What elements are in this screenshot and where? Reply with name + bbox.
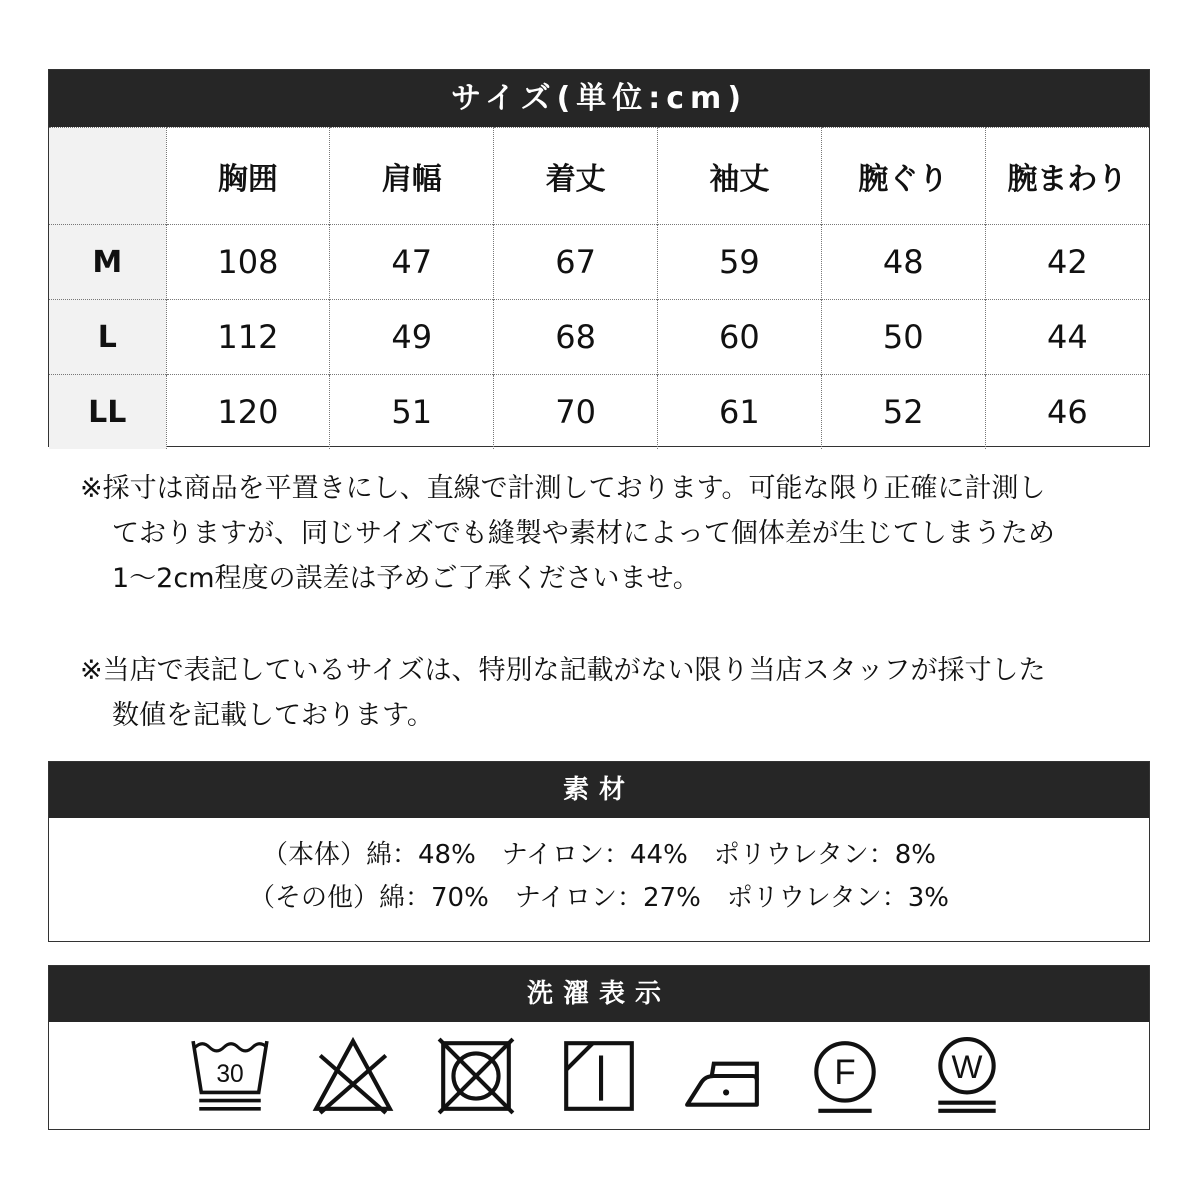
table-row bbox=[49, 225, 1149, 300]
corner-cell bbox=[49, 128, 166, 225]
dry-clean-f-icon bbox=[804, 1035, 886, 1117]
cell: 42 bbox=[985, 225, 1149, 300]
cell: 120 bbox=[166, 375, 330, 450]
size-title: サイズ(単位:cm) bbox=[49, 70, 1149, 127]
col-header: 胸囲 bbox=[166, 128, 330, 225]
wet-clean-letter: W bbox=[952, 1048, 983, 1086]
note-line: ておりますが、同じサイズでも縫製や素材によって個体差が生じてしまうため bbox=[112, 518, 1055, 549]
material-section bbox=[48, 761, 1150, 942]
col-header: 腕ぐり bbox=[821, 128, 985, 225]
care-title: 洗濯表示 bbox=[49, 966, 1149, 1022]
cell: 112 bbox=[166, 300, 330, 375]
note-line: ※採寸は商品を平置きにし、直線で計測しております。可能な限り正確に計測し bbox=[80, 473, 1046, 504]
cell: 52 bbox=[821, 375, 985, 450]
cell: 60 bbox=[657, 300, 821, 375]
cell: 51 bbox=[330, 375, 494, 450]
cell: 48 bbox=[821, 225, 985, 300]
staff-measure-note bbox=[80, 648, 1140, 738]
no-bleach-icon bbox=[312, 1035, 394, 1117]
cell: 61 bbox=[657, 375, 821, 450]
table-row bbox=[49, 300, 1149, 375]
care-section bbox=[48, 965, 1150, 1130]
material-line-body: （本体）綿：48% ナイロン：44% ポリウレタン：8% bbox=[262, 840, 936, 870]
note-line: 1～2cm程度の誤差は予めご了承くださいませ。 bbox=[112, 563, 700, 594]
cell: 44 bbox=[985, 300, 1149, 375]
note-line: ※当店で表記しているサイズは、特別な記載がない限り当店スタッフが採寸した bbox=[80, 655, 1046, 686]
iron-low-icon bbox=[681, 1035, 763, 1117]
note-line: 数値を記載しております。 bbox=[112, 700, 434, 731]
col-header: 肩幅 bbox=[330, 128, 494, 225]
table-row bbox=[49, 375, 1149, 450]
material-title: 素材 bbox=[49, 762, 1149, 818]
cell: 59 bbox=[657, 225, 821, 300]
col-header: 着丈 bbox=[494, 128, 658, 225]
cell: 47 bbox=[330, 225, 494, 300]
cell: 70 bbox=[494, 375, 658, 450]
size-table-section bbox=[48, 69, 1150, 447]
size-table bbox=[49, 127, 1149, 449]
no-tumble-dry-icon bbox=[435, 1035, 517, 1117]
cell: 67 bbox=[494, 225, 658, 300]
cell: 49 bbox=[330, 300, 494, 375]
care-icons bbox=[49, 1022, 1149, 1130]
row-label: LL bbox=[49, 375, 166, 450]
col-header: 腕まわり bbox=[985, 128, 1149, 225]
row-label: M bbox=[49, 225, 166, 300]
cell: 108 bbox=[166, 225, 330, 300]
col-header: 袖丈 bbox=[657, 128, 821, 225]
cell: 68 bbox=[494, 300, 658, 375]
cell: 46 bbox=[985, 375, 1149, 450]
wash-30-gentle-icon bbox=[189, 1035, 271, 1117]
measurement-note bbox=[80, 466, 1140, 601]
cell: 50 bbox=[821, 300, 985, 375]
size-header-row bbox=[49, 128, 1149, 225]
wet-clean-w-icon bbox=[926, 1035, 1008, 1117]
row-label: L bbox=[49, 300, 166, 375]
material-line-other: （その他）綿：70% ナイロン：27% ポリウレタン：3% bbox=[249, 883, 949, 913]
line-dry-shade-icon bbox=[558, 1035, 640, 1117]
wash-temp-label: 30 bbox=[216, 1061, 245, 1089]
dry-clean-letter: F bbox=[834, 1053, 856, 1093]
